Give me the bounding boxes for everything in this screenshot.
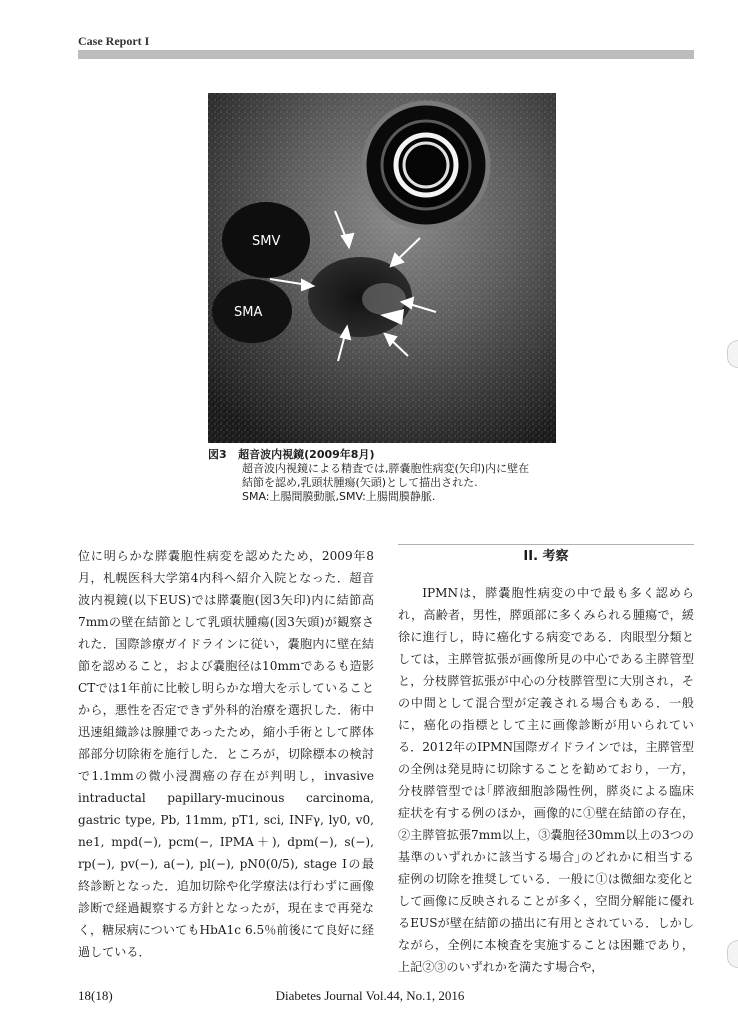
caption-header <box>208 448 648 462</box>
header-rule <box>78 50 694 59</box>
sma-label: SMA <box>234 305 263 320</box>
journal-citation: Diabetes Journal Vol.44, No.1, 2016 <box>275 988 465 1003</box>
case-text: 位に明らかな膵嚢胞性病変を認めたため，2009年8月，札幌医科大学第4内科へ紹介入院となった．超音波内視鏡(以下EUS)では膵嚢胞(図3矢印)内に結節高7mmの壁在結節として乳頭状腫瘍(図3矢頭)が観察された．国際診療ガイドラインに従い，嚢胞内に壁在結節を認めること，および嚢胞径は10mmであるも造影CTでは1年前に比較し明らかな増大を示していることから，悪性を否定できず外科的治療を選択した．術中迅速組織診は腺腫であったため，縮小手術として膵体部部分切除術を施行した．ところが，切除標本の検討で1.1mmの微小浸潤癌の存在が判明し，invasive intraductal papillary-mucinous carcinoma, gastric type, Pb, 11mm, pT1, sci, INFγ, ly0, v0, ne1, mpd(−), pcm(−, IPMA＋), dpm(−), s(−), rp(−), pv(−), a(−), pl(−), pN0(0/5), stage Iの最終診断となった．追加切除や化学療法は行わずに画像診断で経過観察する方針となったが，現在まで再発なく，糖尿病についてもHbA1c 6.5％前後にて良好に経過している． <box>78 549 374 959</box>
figure-caption <box>208 448 648 504</box>
caption-number: 図3 <box>208 448 227 461</box>
smv-label: SMV <box>252 234 281 249</box>
left-column <box>78 545 374 963</box>
caption-line: 超音波内視鏡による精査では,膵嚢胞性病変(矢印)内に壁在 <box>242 462 530 475</box>
caption-title: 超音波内視鏡(2009年8月) <box>238 448 375 461</box>
right-column <box>398 542 694 978</box>
section-title: II. 考察 <box>523 549 569 564</box>
page-edge-mark <box>727 940 738 968</box>
caption-line: 結節を認め,乳頭状腫瘍(矢頭)として描出された. <box>242 476 478 489</box>
section-label: Case Report I <box>78 34 150 48</box>
caption-line: SMA:上腸間膜動脈,SMV:上腸間膜静脈. <box>242 490 436 503</box>
page-number: 18(18) <box>78 988 113 1003</box>
eus-image <box>208 93 556 443</box>
probe-rings <box>364 103 488 227</box>
discussion-text: IPMNは，膵嚢胞性病変の中で最も多く認められ，高齢者，男性，膵頭部に多くみられる腫瘍で，緩徐に進行し，時に癌化する病変である．肉眼型分類としては，主膵管拡張が画像所見の中心である主膵管型と，分枝膵管拡張が中心の分枝膵管型に大別され，その中間として混合型が定義される場合もある．一般に，癌化の指標として主に画像診断が用いられている．2012年のIPMN国際ガイドラインでは，主膵管型の全例は発見時に切除することを勧めており，一方，分枝膵管型では｢膵液細胞診陽性例，膵炎による臨床症状を有する例のほか，画像的に①壁在結節の存在，②主膵管拡張7mm以上，③嚢胞径30mm以上の3つの基準のいずれかに該当する場合｣のどれかに相当する症例の切除を推奨している．一般に①は微細な変化として画像に反映されることが多く，空間分解能に優れるEUSが壁在結節の描出に有用とされている．しかしながら，全例に本検査を実施することは困難であり，上記②③のいずれかを満たす場合や， <box>398 586 694 974</box>
page-edge-mark <box>727 340 738 368</box>
